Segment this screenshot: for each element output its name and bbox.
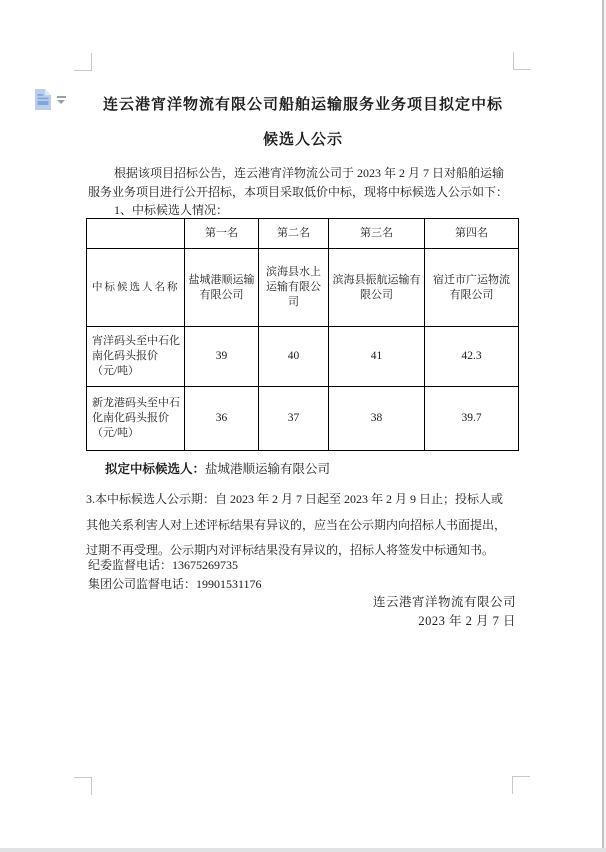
table-cell-quote1-rank1: 39 [185,327,259,387]
table-cell-quote1-rank2: 40 [259,327,329,387]
table-row-label-xinlonggang-quote: 新龙港码头至中石化南化码头报价（元/吨） [87,387,185,451]
table-cell-quote2-rank1: 36 [185,387,259,451]
signature-date: 2023 年 2 月 7 日 [418,613,516,628]
proposed-winner-label: 拟定中标候选人： [105,462,206,476]
table-row-label-candidates: 中标候选人名称 [87,249,185,327]
table-header-rank-3: 第三名 [329,219,425,249]
table-header-rank-1: 第一名 [185,219,259,249]
table-cell-quote1-rank4: 42.3 [425,327,519,387]
table-header-rank-4: 第四名 [425,219,519,249]
supervision-contacts [88,556,522,593]
crop-mark-top-right [513,52,531,70]
table-cell-candidate-4: 宿迁市广运物流有限公司 [425,249,519,327]
crop-mark-top-left [74,53,92,71]
page-title [88,88,518,158]
crop-mark-bottom-right [512,776,530,794]
signature-company: 连云港宵洋物流有限公司 [372,595,516,609]
intro-line-3: 1、中标候选人情况： [114,203,229,217]
crop-mark-bottom-left [74,777,92,795]
group-phone-line: 集团公司监督电话：19901531176 [88,576,262,591]
notice-line-1: 3.本中标候选人公示期：自 2023 年 2 月 7 日起至 2023 年 2 月 9 日止；投标人或 [86,492,504,506]
intro-line-1: 根据该项目招标公告，连云港宵洋物流公司于 2023 年 2 月 7 日对船舶运输 [114,166,505,180]
title-line-1: 连云港宵洋物流有限公司船舶运输服务业务项目拟定中标 [102,97,503,113]
notice-line-2: 其他关系利害人对上述评标结果有异议的，应当在公示期内向招标人书面提出， [86,517,507,532]
table-header-rank-2: 第二名 [259,219,329,249]
paste-options-button[interactable] [32,86,68,114]
table-cell-quote1-rank3: 41 [329,327,425,387]
table-cell-candidate-1: 盐城港顺运输有限公司 [185,249,259,327]
table-row-label-xiaoyang-quote: 宵洋码头至中石化南化码头报价（元/吨） [87,327,185,387]
proposed-winner-line [88,459,522,477]
table-cell-quote2-rank4: 39.7 [425,387,519,451]
table-cell-candidate-3: 滨海县振航运输有限公司 [329,249,425,327]
notice-line-3: 过期不再受理。公示期内对评标结果没有异议的，招标人将签发中标通知书。 [86,543,495,557]
title-line-2: 候选人公示 [262,132,343,148]
page-bottom-edge [0,848,606,852]
notice-paragraph [86,487,522,564]
table-cell-quote2-rank2: 37 [259,387,329,451]
signature-block [88,593,516,630]
table-cell-candidate-2: 滨海县水上运输有限公司 [259,249,329,327]
table-cell-quote2-rank3: 38 [329,387,425,451]
discipline-phone-line: 纪委监督电话：13675269735 [88,558,239,572]
intro-line-2: 服务业务项目进行公开招标，本项目采取低价中标，现将中标候选人公示如下： [88,184,509,199]
table-corner-cell [87,219,185,249]
intro-paragraph [88,164,522,220]
proposed-winner-value: 盐城港顺运输有限公司 [205,462,331,476]
bid-candidates-table [86,218,519,451]
